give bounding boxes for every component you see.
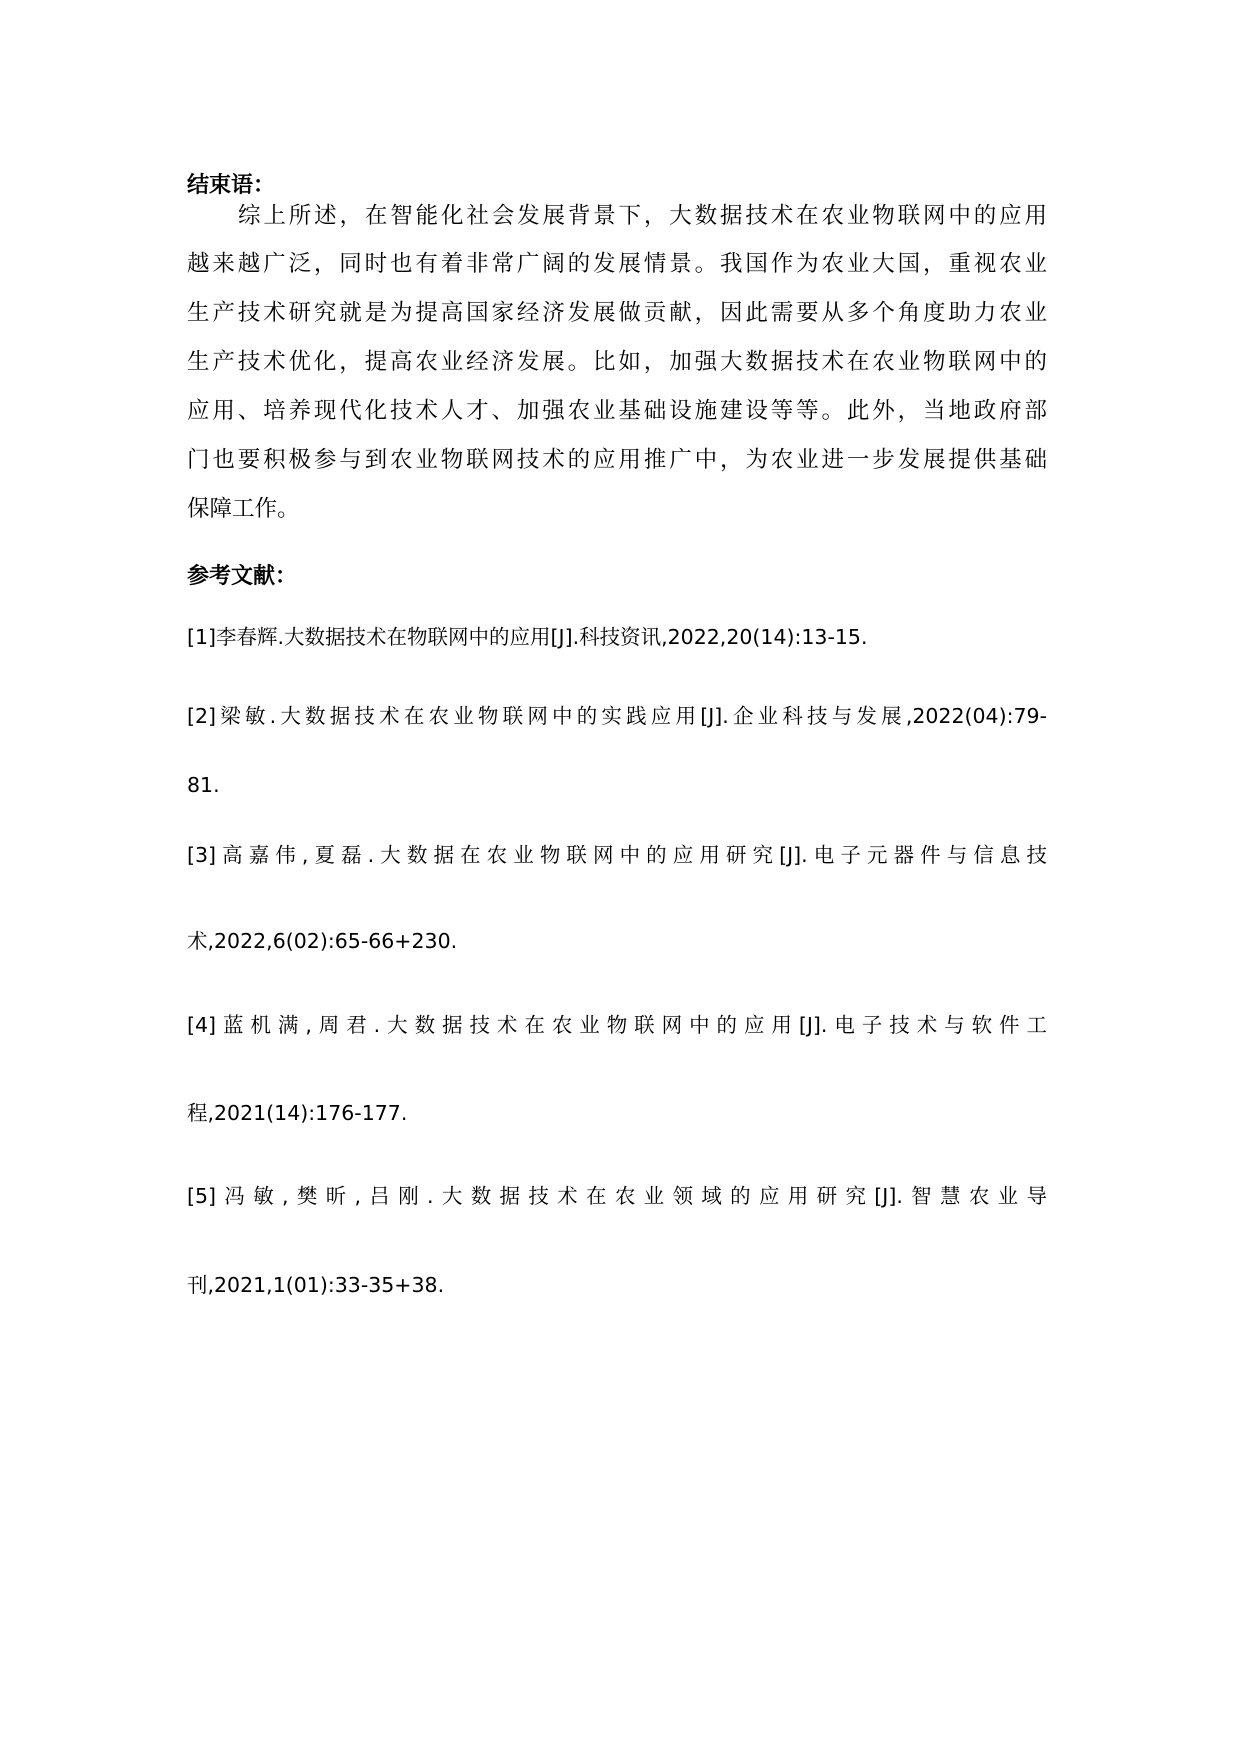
reference-item-4: [4]蓝机满,周君.大数据技术在农业物联网中的应用[J].电子技术与软件工	[187, 1013, 1047, 1037]
reference-item-1: [1]李春辉.大数据技术在物联网中的应用[J].科技资讯,2022,20(14):13-15.	[187, 625, 868, 649]
conclusion-line: 保障工作。	[187, 496, 300, 522]
conclusion-line: 应用、培养现代化技术人才、加强农业基础设施建设等等。此外，当地政府部	[187, 398, 1047, 424]
conclusion-line: 门也要积极参与到农业物联网技术的应用推广中，为农业进一步发展提供基础	[187, 447, 1047, 473]
conclusion-line: 越来越广泛，同时也有着非常广阔的发展情景。我国作为农业大国，重视农业	[187, 251, 1047, 277]
reference-item-4-continued: 程,2021(14):176-177.	[187, 1101, 408, 1125]
conclusion-line: 生产技术研究就是为提高国家经济发展做贡献，因此需要从多个角度助力农业	[187, 300, 1047, 326]
reference-item-3-continued: 术,2022,6(02):65-66+230.	[187, 929, 458, 953]
reference-item-5-continued: 刊,2021,1(01):33-35+38.	[187, 1273, 445, 1297]
references-heading: 参考文献：	[187, 564, 298, 589]
reference-item-2: [2]梁敏.大数据技术在农业物联网中的实践应用[J].企业科技与发展,2022(04):79-	[187, 704, 1047, 728]
conclusion-line: 生产技术优化，提高农业经济发展。比如，加强大数据技术在农业物联网中的	[187, 349, 1047, 375]
reference-item-3: [3]高嘉伟,夏磊.大数据在农业物联网中的应用研究[J].电子元器件与信息技	[187, 843, 1047, 867]
reference-item-2-continued: 81.	[187, 773, 220, 797]
conclusion-heading: 结束语：	[187, 173, 276, 198]
reference-item-5: [5]冯敏,樊昕,吕刚.大数据技术在农业领域的应用研究[J].智慧农业导	[187, 1184, 1047, 1208]
conclusion-line: 综上所述，在智能化社会发展背景下，大数据技术在农业物联网中的应用	[238, 203, 1047, 229]
